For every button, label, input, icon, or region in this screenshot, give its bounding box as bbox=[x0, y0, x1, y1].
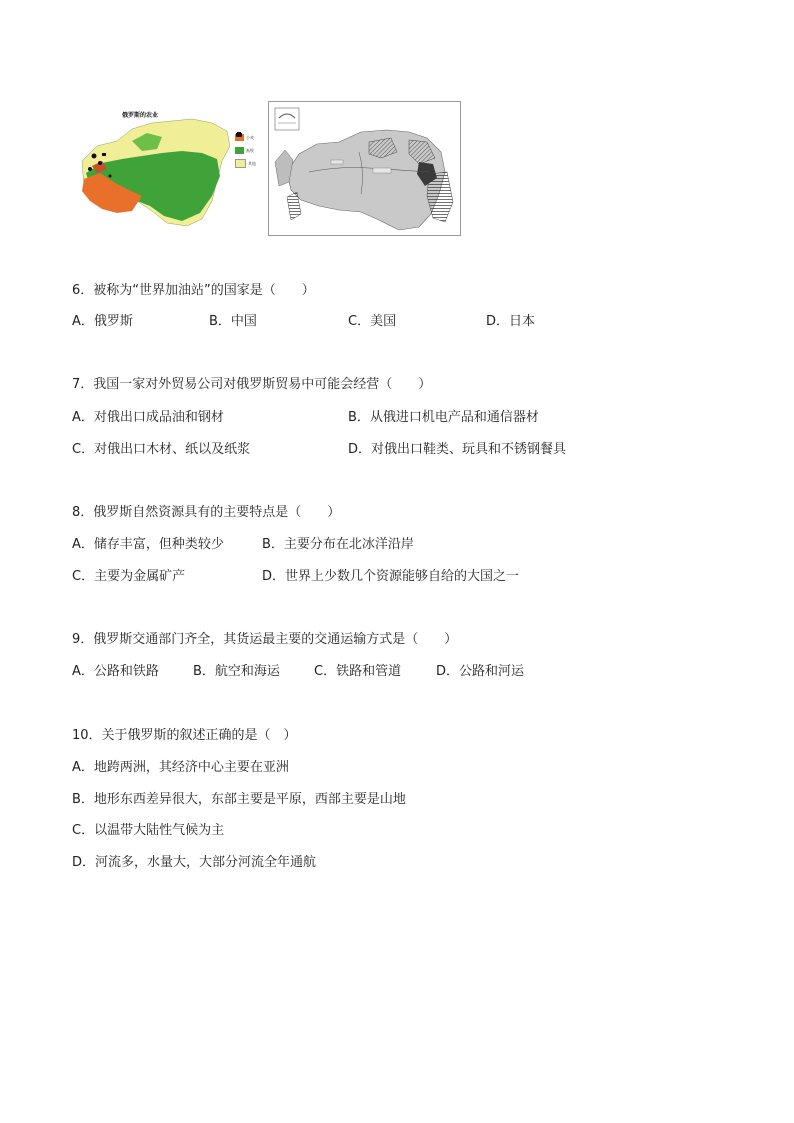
question-6-option-b[interactable]: B．中国 bbox=[209, 314, 257, 329]
question-8-option-c[interactable]: C．主要为金属矿产 bbox=[72, 569, 186, 584]
legend-item-livestock bbox=[235, 144, 263, 157]
russia-agriculture-map bbox=[72, 101, 265, 236]
legend-symbol-icon bbox=[235, 212, 244, 219]
agriculture-map-legend bbox=[235, 131, 263, 235]
russia-resources-map bbox=[268, 101, 461, 236]
legend-label-wheat: 小麦 bbox=[246, 134, 254, 140]
question-6-stem: 6．被称为“世界加油站”的国家是（ ） bbox=[72, 283, 315, 298]
legend-swatch-livestock bbox=[235, 147, 244, 154]
question-9-stem: 9．俄罗斯交通部门齐全，其货运最主要的交通运输方式是（ ） bbox=[72, 632, 458, 647]
legend-label-livestock: 畜牧 bbox=[246, 147, 254, 153]
question-8-option-b[interactable]: B．主要分布在北冰洋沿岸 bbox=[262, 537, 414, 552]
legend-symbol-icon bbox=[235, 186, 244, 193]
question-9-option-a[interactable]: A．公路和铁路 bbox=[72, 664, 159, 679]
question-7-stem: 7．我国一家对外贸易公司对俄罗斯贸易中可能会经营（ ） bbox=[72, 377, 432, 392]
question-7-option-a[interactable]: A．对俄出口成品油和钢材 bbox=[72, 410, 224, 425]
legend-item-symbol-7 bbox=[235, 209, 263, 222]
question-6-option-d[interactable]: D．日本 bbox=[486, 314, 536, 329]
legend-symbol-icon bbox=[235, 173, 244, 180]
question-9-option-b[interactable]: B．航空和海运 bbox=[193, 664, 280, 679]
question-10-stem: 10．关于俄罗斯的叙述正确的是（ ） bbox=[72, 728, 297, 743]
legend-item-symbol-6 bbox=[235, 196, 263, 209]
question-10-option-c[interactable]: C．以温带大陆性气候为主 bbox=[72, 823, 225, 838]
question-6-option-c[interactable]: C．美国 bbox=[348, 314, 397, 329]
question-9-option-d[interactable]: D．公路和河运 bbox=[436, 664, 525, 679]
question-7-option-b[interactable]: B．从俄进口机电产品和通信器材 bbox=[348, 410, 539, 425]
legend-symbol-icon bbox=[235, 225, 244, 232]
legend-symbol-icon bbox=[235, 199, 244, 206]
question-6-option-a[interactable]: A．俄罗斯 bbox=[72, 314, 133, 329]
legend-swatch-other bbox=[235, 159, 246, 168]
legend-label-other: 其他 bbox=[248, 160, 256, 166]
question-10-option-d[interactable]: D．河流多，水量大，大部分河流全年通航 bbox=[72, 855, 317, 870]
question-8-option-d[interactable]: D．世界上少数几个资源能够自给的大国之一 bbox=[262, 569, 520, 584]
legend-item-symbol-4 bbox=[235, 170, 263, 183]
question-9-option-c[interactable]: C．铁路和管道 bbox=[314, 664, 402, 679]
question-8-option-a[interactable]: A．储存丰富，但种类较少 bbox=[72, 537, 224, 552]
question-7-option-d[interactable]: D．对俄出口鞋类、玩具和不锈钢餐具 bbox=[348, 442, 567, 457]
agriculture-map-title: 俄罗斯的农业 bbox=[122, 112, 159, 119]
legend-item-symbol-8 bbox=[235, 222, 263, 235]
question-10-option-a[interactable]: A．地跨两洲，其经济中心主要在亚洲 bbox=[72, 760, 289, 775]
legend-item-symbol-5 bbox=[235, 183, 263, 196]
question-8-stem: 8．俄罗斯自然资源具有的主要特点是（ ） bbox=[72, 505, 341, 520]
question-10-option-b[interactable]: B．地形东西差异很大，东部主要是平原，西部主要是山地 bbox=[72, 792, 406, 807]
question-7-option-c[interactable]: C．对俄出口木材、纸以及纸浆 bbox=[72, 442, 251, 457]
figures-row bbox=[72, 101, 462, 237]
resources-map-graphic bbox=[269, 102, 462, 237]
legend-item-other bbox=[235, 157, 263, 170]
